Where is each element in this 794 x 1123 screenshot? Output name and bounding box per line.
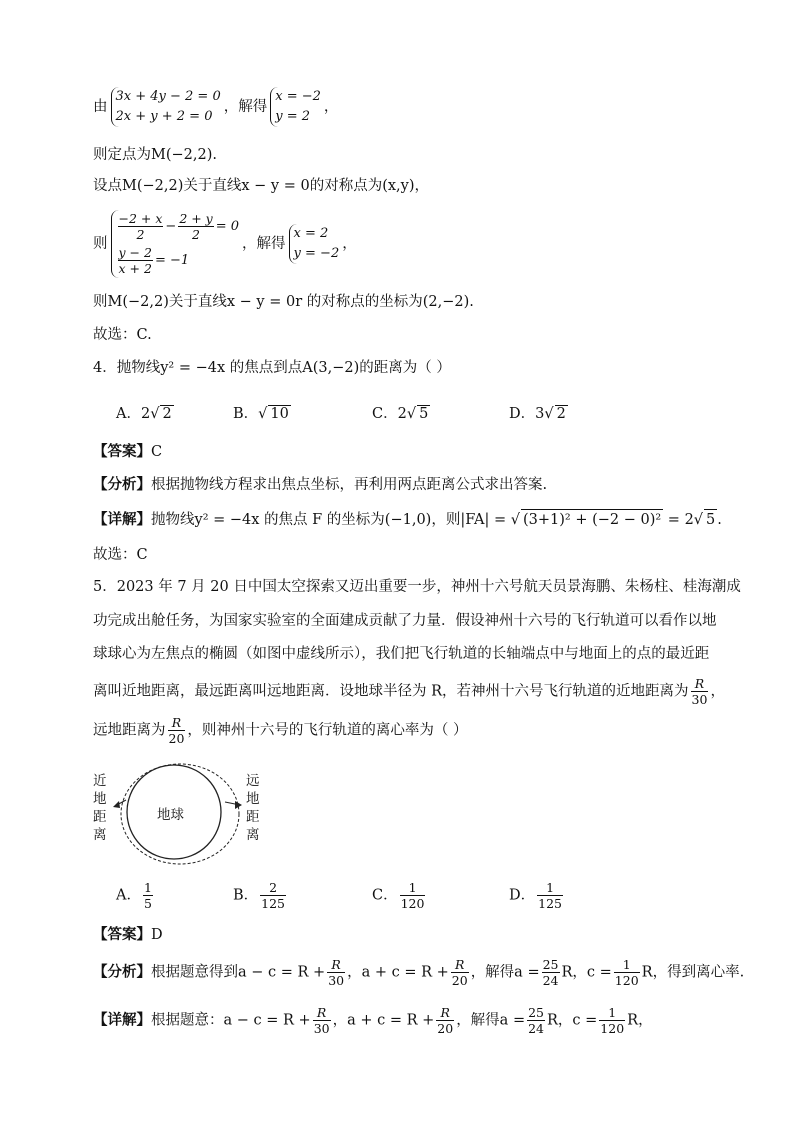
equation: $\frac{y - 2}{x + 2}$ = −1	[118, 245, 190, 276]
solution-system: x = 2 y = −2	[289, 224, 340, 264]
equation-system	[111, 210, 240, 278]
line-choose-c-2: 故选：C	[93, 547, 148, 563]
fraction: $\frac{R}{30}$	[691, 676, 708, 707]
line-symmetric-result: 则M(−2,2)关于直线x − y = 0r 的对称点的坐标为(2,−2).	[93, 294, 474, 310]
q5-option-c: C． $\frac{1}{120}$	[372, 880, 425, 911]
line-system-1	[93, 87, 338, 127]
solution-system	[270, 87, 321, 127]
question-5-line-1: 5．2023 年 7 月 20 日中国太空探索又迈出重要一步，神州十六号航天员景海鹏、朱杨柱、桂海潮成	[93, 579, 741, 595]
equation: 2x + y + 2 = 0	[115, 109, 213, 124]
q4-analysis: 【分析】根据抛物线方程求出焦点坐标，再利用两点距离公式求出答案.	[93, 476, 548, 493]
question-5-line-4: 离叫近地距离，最远距离叫远地距离．设地球半径为 R，若神州十六号飞行轨道的近地距离为 $\frac{R}{30}$ ，	[93, 676, 725, 707]
equation: $\frac{-2 + x}{2}$ − $\frac{2 + y}{2}$ = 0	[118, 211, 240, 242]
text: ，	[342, 236, 357, 252]
near-arrow-icon	[113, 801, 120, 808]
question-4: 4．抛物线y² = −4x 的焦点到点A(3,−2)的距离为（ ）	[93, 360, 451, 376]
fraction: $\frac{2 + y}{2}$	[179, 211, 213, 242]
text: ，解得	[242, 236, 286, 252]
question-5-line-5: 远地距离为 $\frac{R}{20}$ ，则神州十六号的飞行轨道的离心率为（ ）	[93, 715, 468, 746]
q4-option-b: B．√ 10	[233, 406, 289, 422]
line-system-2	[93, 210, 357, 278]
q5-option-d: D． $\frac{1}{125}$	[509, 880, 562, 911]
equation: 3x + 4y − 2 = 0	[115, 89, 221, 104]
equation-system	[111, 87, 221, 127]
text: ，解得	[223, 99, 268, 115]
q4-option-d: D．3√ 2	[509, 406, 566, 422]
q5-option-a: A． $\frac{1}{5}$	[116, 880, 152, 911]
fraction: $\frac{R}{20}$	[168, 715, 185, 746]
equation: y = 2	[275, 109, 311, 124]
line-choose-c: 故选：C.	[93, 327, 152, 343]
q5-detail: 【详解】根据题意：a − c = R + $\frac{R}{30}$ ，a + c = R + $\frac{R}{20}$ ，解得a = $\frac{25}{24}$ R，c = $\frac{1}{120}$ R，	[93, 1005, 653, 1036]
line-symmetric-point: 设点M(−2,2)关于直线x − y = 0的对称点为(x,y)，	[93, 178, 429, 194]
equation: x = −2	[275, 89, 321, 104]
q5-option-b: B． $\frac{2}{125}$	[233, 880, 286, 911]
far-distance-label: 远 地 距 离	[246, 773, 260, 843]
line-fixed-point: 则定点为M(−2,2).	[93, 147, 217, 163]
near-distance-label: 近 地 距 离	[93, 773, 107, 843]
fraction: $\frac{y - 2}{x + 2}$	[118, 245, 152, 276]
question-5-line-3: 球球心为左焦点的椭圆（如图中虚线所示），我们把飞行轨道的长轴端点中与地面上的点的最近距	[93, 646, 710, 662]
text: 则	[93, 236, 108, 252]
question-5-line-2: 功完成出舱任务，为国家实验室的全面建成贡献了力量．假设神州十六号的飞行轨道可以看作以地	[93, 613, 717, 629]
q4-detail: 【详解】抛物线y² = −4x 的焦点 F 的坐标为(−1,0)，则|FA| = √ (3+1)² + (−2 − 0)² = 2√ 5 .	[93, 511, 722, 528]
q4-option-a: A．2√ 2	[116, 406, 172, 422]
q4-answer: 【答案】C	[93, 443, 163, 460]
text: ，	[323, 99, 339, 115]
text: 由	[93, 99, 108, 115]
earth-label: 地球	[157, 807, 184, 823]
q5-answer: 【答案】D	[93, 926, 163, 943]
q5-analysis: 【分析】根据题意得到a − c = R + $\frac{R}{30}$ ，a + c = R + $\frac{R}{20}$ ，解得a = $\frac{25}{24}$ R，c = $\frac{1}{120}$ R，得到离心率.	[93, 957, 745, 988]
fraction: $\frac{-2 + x}{2}$	[118, 211, 163, 242]
q4-option-c: C．2√ 5	[372, 406, 429, 422]
